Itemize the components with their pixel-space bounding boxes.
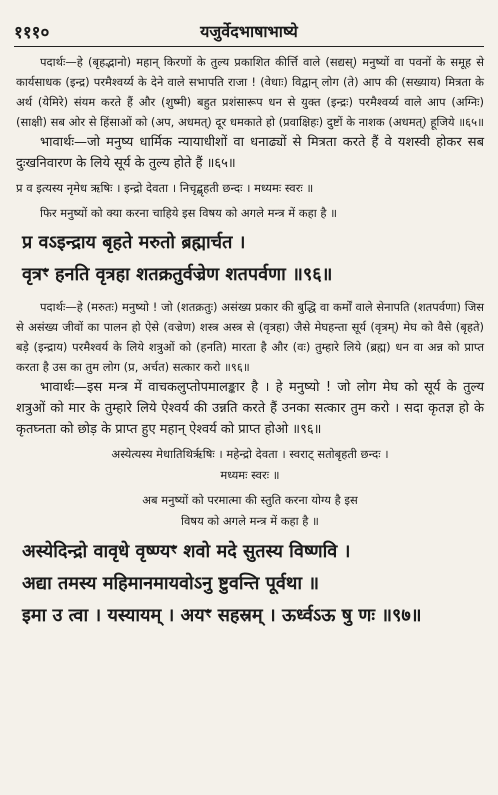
page-header [14, 20, 484, 47]
padartha-paragraph-96: पदार्थः—हे (मरुतः) मनुष्यो ! जो (शतक्रतुः) असंख्य प्रकार की बुद्धि वा कर्मों वाले सेनापति (शतपर्वणा) जिस से असंख्य जीवों का पालन हो ऐसे (वज्रेण) शस्त्र अस्त्र से (वृत्रहा) जैसे मेघहन्ता सूर्य (वृत्रम्) मेघ को वैसे (बृहते) बड़े (इन्द्राय) परमैश्वर्य के लिये शत्रुओं को (हनति) मारता है और (वः) तुम्हारे लिये (ब्रह्म) धन वा अन्न को प्राप्त करता है उस का तुम लोग (प्र, अर्चत) सत्कार करो ॥९६॥ [16, 300, 484, 374]
rishi-line-96: प्र व इत्यस्य नृमेध ऋषिः । इन्द्रो देवता । निचृद्बृहती छन्दः । मध्यमः स्वरः ॥ [16, 181, 314, 195]
bhavartha-paragraph-95: भावार्थः—जो मनुष्य धार्मिक न्यायाधीशों वा धनाढ्यों से मित्रता करते हैं वे यशस्वी होकर सब दुःखनिवारण के लिये सूर्य के तुल्य होते हैं ॥६५॥ [16, 135, 484, 171]
mantra-97-line-1: अस्येदिन्द्रो वावृधे वृष्ण्यꣳ शवो मदे सुतस्य विष्णवि । [22, 541, 351, 562]
running-title: यजुर्वेदभाषाभाष्ये [200, 22, 298, 41]
intro-line-97-b: विषय को अगले मन्त्र में कहा है ॥ [181, 514, 319, 528]
padartha-paragraph-95: पदार्थः—हे (बृहद्भानो) महान् किरणों के तुल्य प्रकाशित कीर्त्ति वाले (सद्यस्) मनुष्यों वा पवनों के समूह से कार्यसाधक (इन्द्र) परमैश्वर्य्य के देने वाले सभापति राजा ! (वेधाः) विद्वान् लोग (ते) आप की (सख्याय) मित्रता के अर्थ (येमिरे) संयम करते हैं और (शुष्मी) बहुत प्रशंसारूप धन से युक्त (इन्द्रः) परमैश्वर्य्य वाले आप (अग्निः) (साक्षी) सब ओर से हिंसाओं को (अप, अधमत्) दूर धमकाते हो (प्रवाक्षिहः) दुष्टों के नाशक (अधमत्) हूजिये ॥६५॥ [16, 55, 484, 129]
page-content [16, 52, 484, 632]
intro-line-96: फिर मनुष्यों को क्या करना चाहिये इस विषय को अगले मन्त्र में कहा है ॥ [40, 206, 337, 220]
mantra-97-line-2: अद्या तमस्य महिमानमायवोऽनु ष्टुवन्ति पूर्वथा ॥ [22, 573, 320, 594]
intro-line-97-a: अब मनुष्यों को परमात्मा की स्तुति करना योग्य है इस [142, 493, 358, 507]
mantra-96-line-2: वृत्रꣳ हनति वृत्रहा शतक्रतुर्वज्रेण शतपर्वणा ॥९६॥ [22, 264, 333, 285]
rishi-line-97-b: मध्यमः स्वरः ॥ [220, 468, 280, 482]
page-number: १११० [14, 23, 50, 43]
mantra-97-line-3: इमा उ त्वा । यस्यायम् । अयꣳ सहस्रम् । ऊर्ध्वऽऊ षु णः ॥९७॥ [22, 605, 422, 626]
bhavartha-paragraph-96: भावार्थः—इस मन्त्र में वाचकलुप्तोपमालङ्कार है । हे मनुष्यो ! जो लोग मेघ को सूर्य के तुल्य शत्रुओं को मार के तुम्हारे लिये ऐश्वर्य की उन्नति करते हैं उनका सत्कार तुम करो । सदा कृतज्ञ हो के कृतघ्नता को छोड़ के प्राप्त हुए महान् ऐश्वर्य को प्राप्त होओ ॥९६॥ [16, 380, 484, 437]
rishi-line-97-a: अस्येत्यस्य मेधातिथिर्ऋषिः । महेन्द्रो देवता । स्वराट् सतोबृहती छन्दः । [111, 447, 389, 461]
mantra-96-line-1: प्र वऽइन्द्राय बृहते मरुतो ब्रह्मार्चत । [22, 232, 246, 253]
